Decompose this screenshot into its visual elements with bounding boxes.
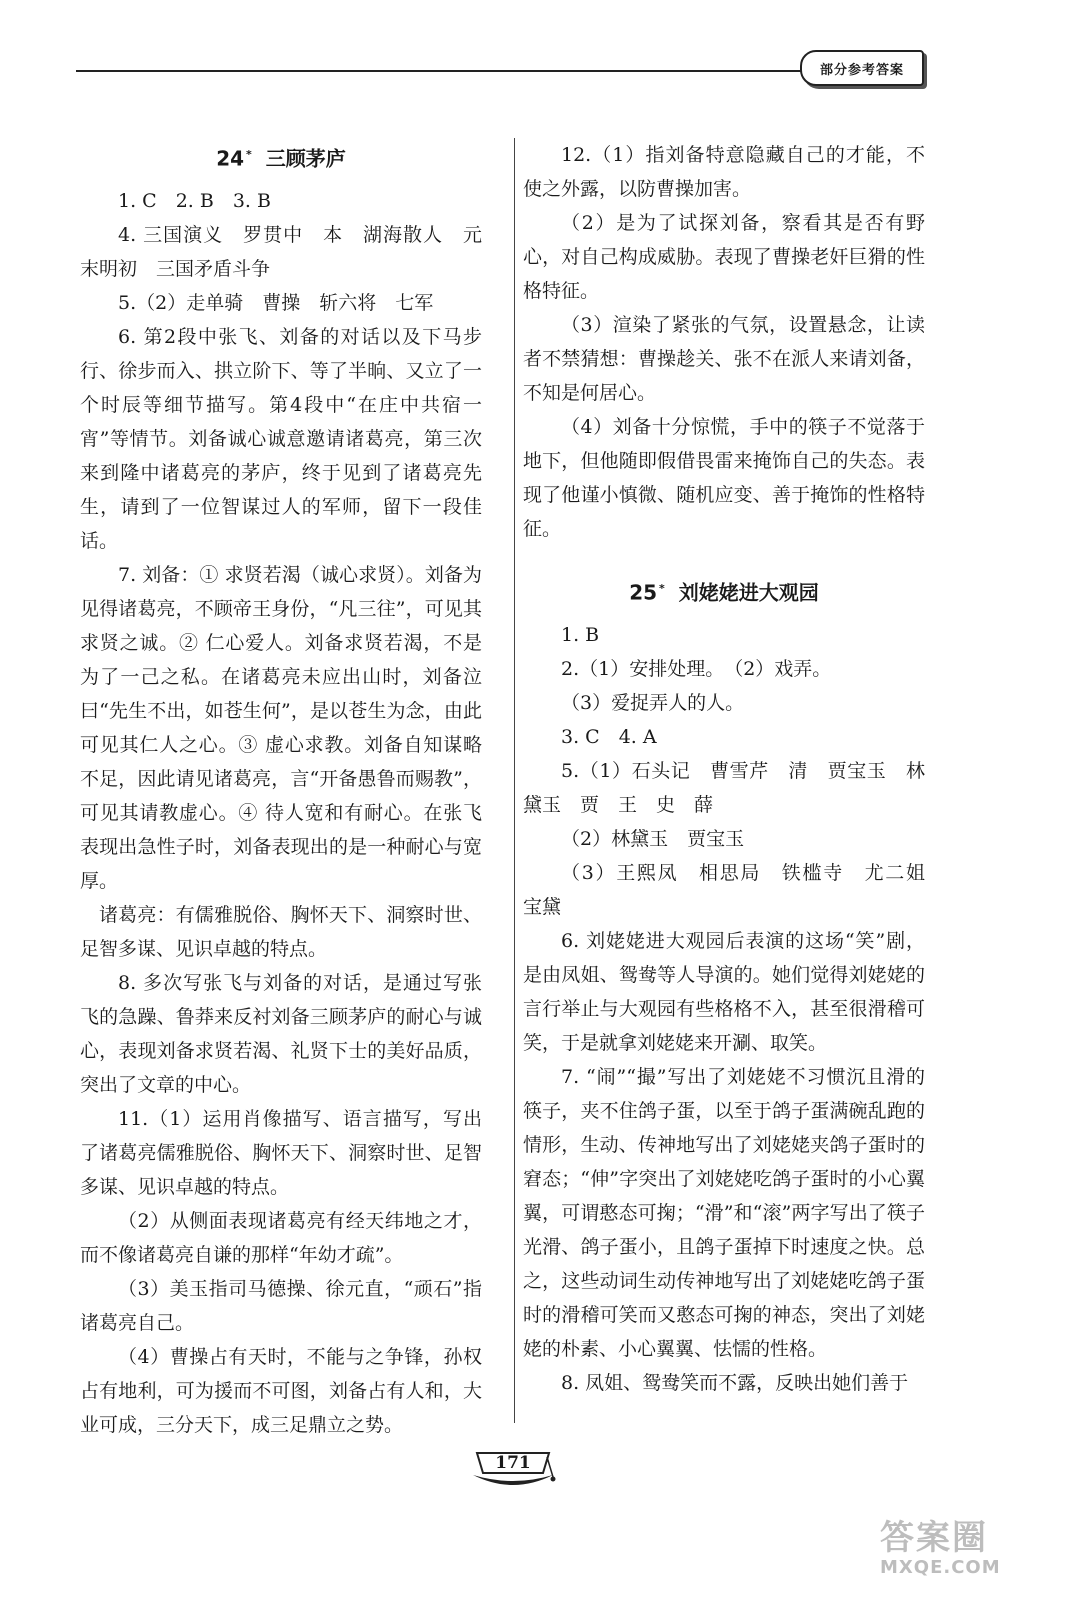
section-tab: 部分参考答案 — [800, 50, 924, 86]
answer-2-3: （3）爱捉弄人的人。 — [561, 691, 745, 714]
answer-8: 8. 多次写张飞与刘备的对话，是通过写张飞的急躁、鲁莽来反衬刘备三顾茅庐的耐心与诚心，表现刘备求贤若渴、礼贤下士的美好品质，突出了文章的中心。 — [80, 971, 482, 1096]
answer-6: 6. 第2段中张飞、刘备的对话以及下马步行、徐步而入、拱立阶下、等了半晌、又立了一个时辰等细节描写。第4段中“在庄中共宿一宵”等情节。刘备诚心诚意邀请诸葛亮，第三次来到隆中诸葛亮的茅庐，终于见到了诸葛亮先生，请到了一位智谋过人的军师，留下一段佳话。 — [80, 325, 482, 552]
answer-3-4: 3. C 4. A — [561, 725, 657, 748]
left-column — [80, 138, 482, 1442]
page-number: 171 — [495, 1453, 531, 1473]
section-title-24 — [80, 138, 482, 176]
answer-2: 2.（1）安排处理。 （2）戏弄。 — [561, 657, 832, 680]
section-number: 24 — [216, 146, 245, 171]
answer-5-2: （2）林黛玉 贾宝玉 — [561, 827, 745, 850]
answer-1-3: 1. C 2. B 3. B — [118, 189, 271, 212]
answer-11-4: （4）曹操占有天时，不能与之争锋，孙权占有地利，可为援而不可图，刘备占有人和，大业可成，三分天下，成三足鼎立之势。 — [80, 1345, 482, 1436]
answer-7: 7. 刘备：① 求贤若渴（诚心求贤）。刘备为见得诸葛亮，不顾帝王身份，“凡三往”，可见其求贤之诚。② 仁心爱人。刘备求贤若渴，不是为了一己之私。在诸葛亮未应出山时，刘备泣曰“先生不出，如苍生何”，是以苍生为念，由此可见其仁人之心。③ 虚心求教。刘备自知谋略不足，因此请见诸葛亮，言“开备愚鲁而赐教”，可见其请教虚心。④ 待人宽和有耐心。在张飞表现出急性子时，刘备表现出的是一种耐心与宽厚。 — [80, 563, 482, 892]
answer-6: 6. 刘姥姥进大观园后表演的这场“笑”剧，是由凤姐、鸳鸯等人导演的。她们觉得刘姥姥的言行举止与大观园有些格格不入，甚至很滑稽可笑，于是就拿刘姥姥来开涮、取笑。 — [523, 929, 925, 1054]
answer-5-3: （3）王熙凤 相思局 铁槛寺 尤二姐 宝黛 — [523, 861, 945, 918]
answer-11-2: （2）从侧面表现诸葛亮有经天纬地之才，而不像诸葛亮自谦的那样“年幼才疏”。 — [80, 1209, 482, 1266]
answer-12-3: （3）渲染了紧张的气氛，设置悬念，让读者不禁猜想：曹操趁关、张不在派人来请刘备，不知是何居心。 — [523, 314, 925, 404]
answer-7-zhuge: 诸葛亮：有儒雅脱俗、胸怀天下、洞察时世、足智多谋、见识卓越的特点。 — [80, 903, 482, 960]
answer-4: 4. 三国演义 罗贯中 本 湖海散人 元末明初 三国矛盾斗争 — [80, 223, 482, 280]
column-divider — [514, 138, 515, 1423]
watermark-bottom: MXQE.COM — [880, 1557, 1001, 1578]
answer-5: 5.（2）走单骑 曹操 斩六将 七军 — [118, 291, 434, 314]
answer-12-2: （2）是为了试探刘备，察看其是否有野心，对自己构成威胁。表现了曹操老奸巨猾的性格特征。 — [523, 212, 925, 302]
asterisk-mark: * — [659, 582, 665, 595]
asterisk-mark: * — [246, 148, 252, 161]
section-title-text: 三顾茅庐 — [265, 146, 346, 171]
right-column — [523, 138, 945, 1400]
section-number: 25 — [629, 580, 658, 605]
watermark-top: 答案圈 — [880, 1518, 988, 1558]
section-title-25 — [523, 572, 925, 610]
answer-11-3: （3）美玉指司马德操、徐元直，“顽石”指诸葛亮自己。 — [80, 1277, 482, 1334]
header-rule — [76, 70, 811, 72]
answer-1: 1. B — [561, 623, 600, 646]
page-number-badge — [463, 1447, 563, 1491]
section-title-text: 刘姥姥进大观园 — [678, 580, 819, 605]
answer-7: 7. “闹”“撮”写出了刘姥姥不习惯沉且滑的筷子，夹不住鸽子蛋，以至于鸽子蛋满碗乱跑的情形，生动、传神地写出了刘姥姥夹鸽子蛋时的窘态；“伸”字突出了刘姥姥吃鸽子蛋时的小心翼翼，可谓憨态可掬；“滑”和“滚”两字写出了筷子光滑、鸽子蛋小，且鸽子蛋掉下时速度之快。总之，这些动词生动传神地写出了刘姥姥吃鸽子蛋时的滑稽可笑而又憨态可掬的神态，突出了刘姥姥的朴素、小心翼翼、怯懦的性格。 — [523, 1065, 925, 1360]
watermark-logo — [880, 1510, 1050, 1590]
answer-5-1: 5.（1）石头记 曹雪芹 清 贾宝玉 林黛玉 贾 王 史 薛 — [523, 759, 925, 816]
answer-12-4: （4）刘备十分惊慌，手中的筷子不觉落于地下，但他随即假借畏雷来掩饰自己的失态。表现了他谨小慎微、随机应变、善于掩饰的性格特征。 — [523, 416, 925, 540]
answer-12-1: 12.（1）指刘备特意隐藏自己的才能，不使之外露，以防曹操加害。 — [523, 144, 925, 200]
answer-11-1: 11.（1）运用肖像描写、语言描写，写出了诸葛亮儒雅脱俗、胸怀天下、洞察时世、足智多谋、见识卓越的特点。 — [80, 1107, 482, 1198]
answer-8: 8. 凤姐、鸳鸯笑而不露，反映出她们善于 — [561, 1371, 909, 1394]
